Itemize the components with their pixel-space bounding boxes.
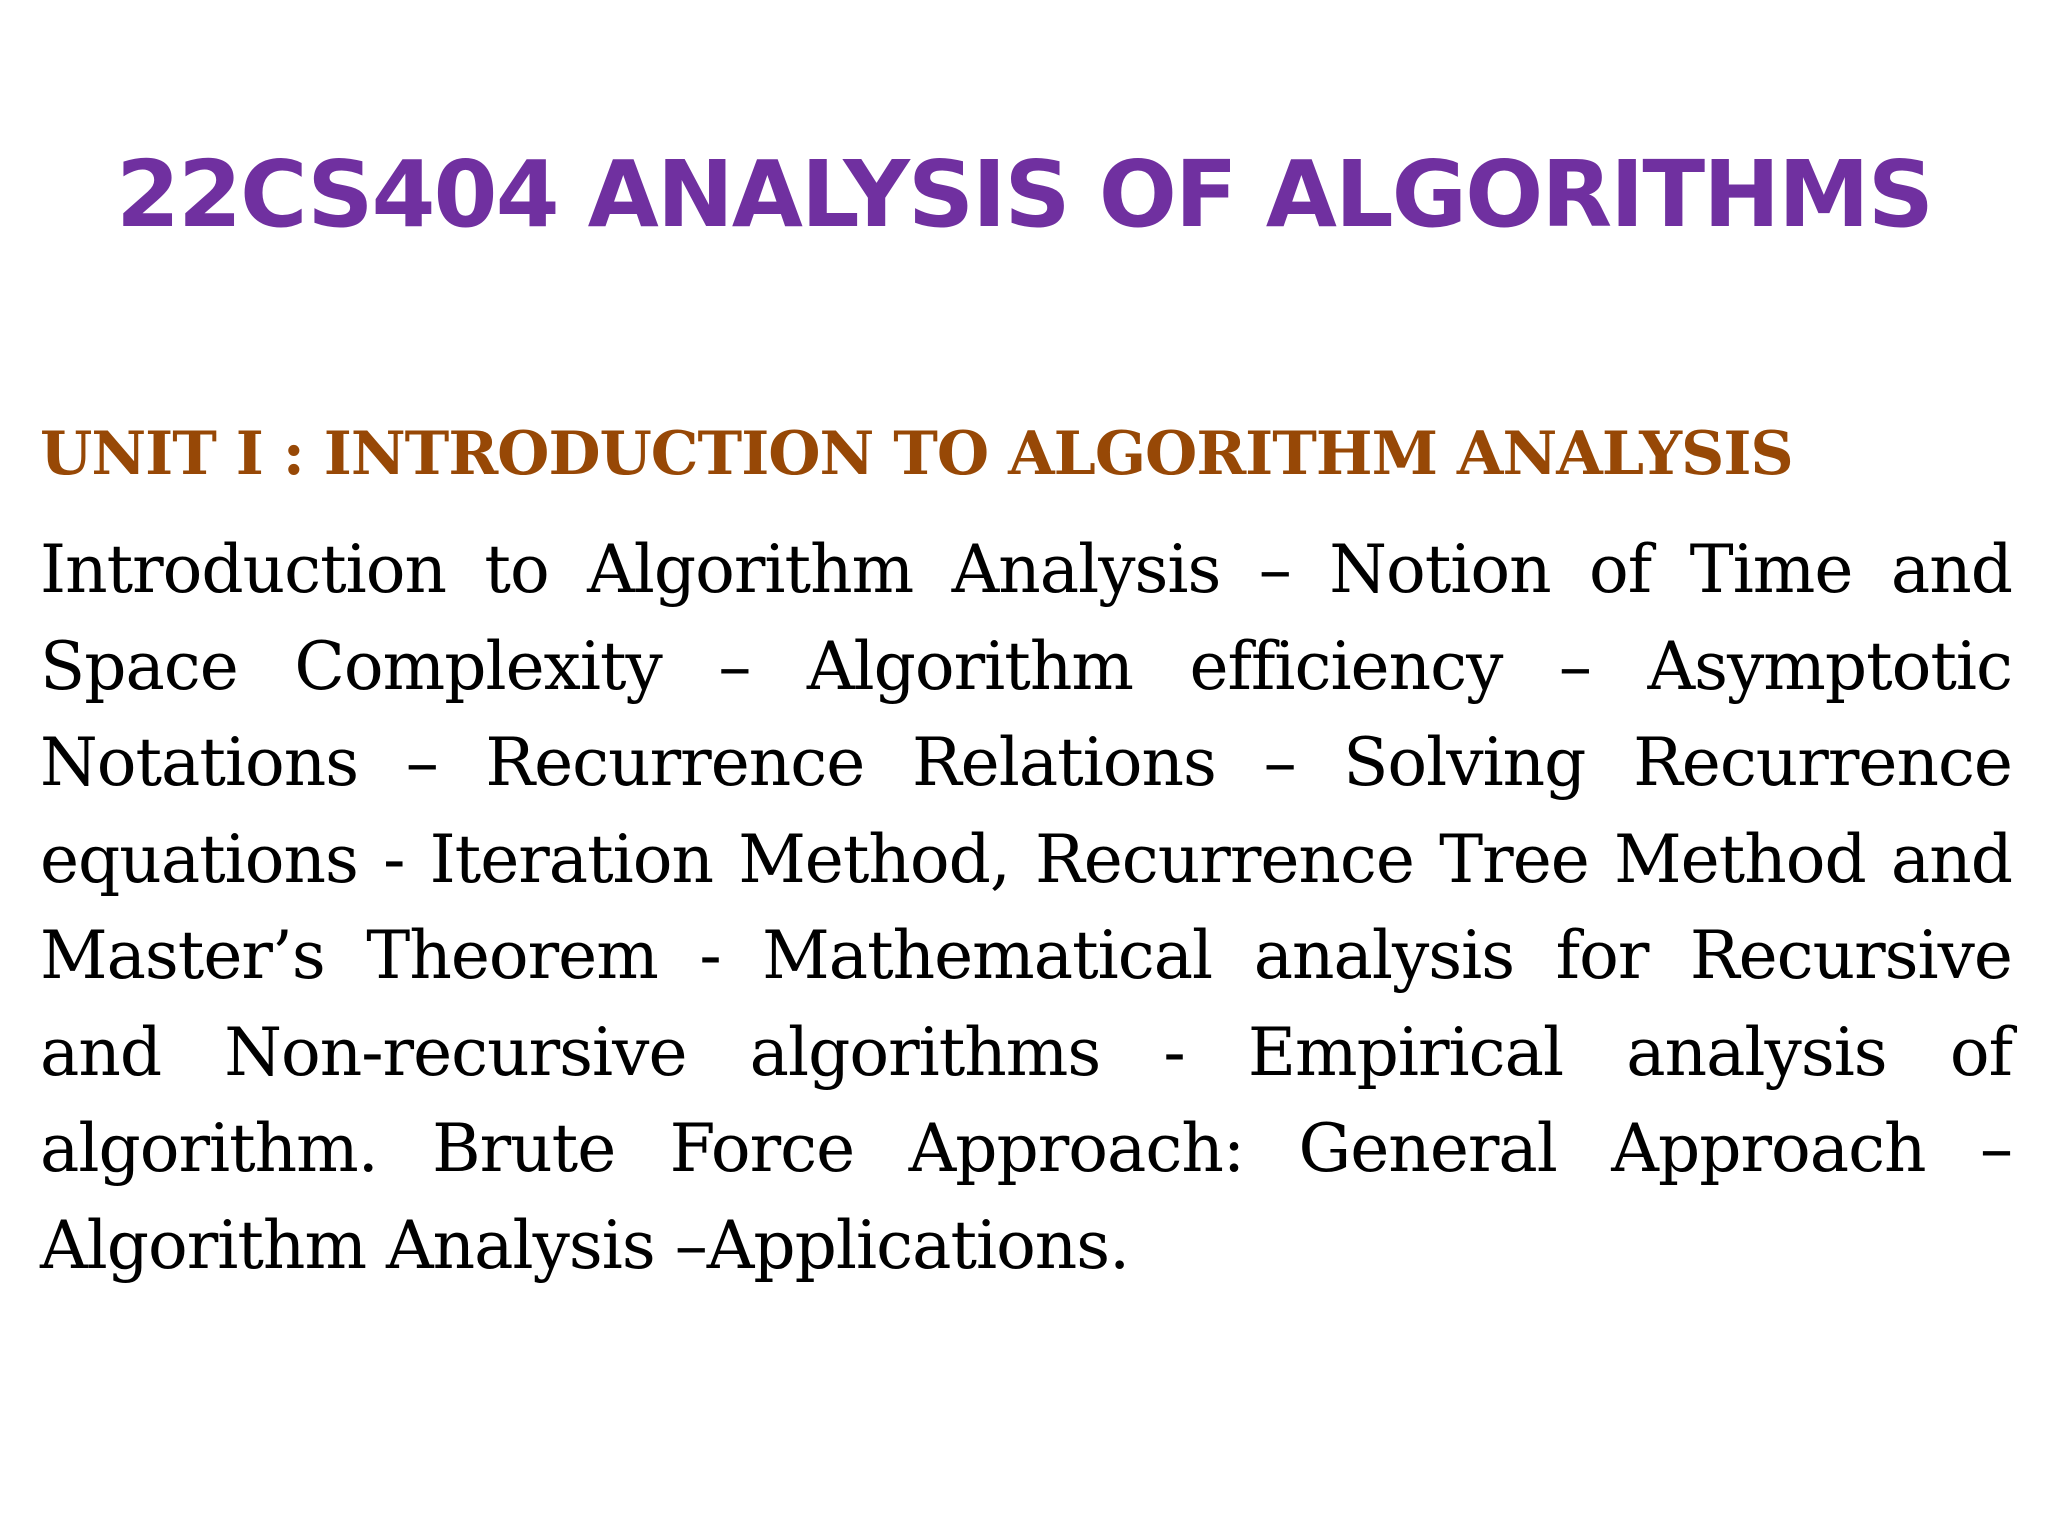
course-title: 22CS404 ANALYSIS OF ALGORITHMS <box>116 141 1932 248</box>
syllabus-paragraph: Introduction to Algorithm Analysis – Notion of Time and Space Complexity – Algorithm efficiency – Asymptotic Notations – Recurrence Relations – Solving Recurrence equations - Iteration Method, Recurrence Tree Method and Master’s Theorem - Mathematical analysis for Recursive and Non-recursive algorithms - Empirical analysis of algorithm. Brute Force Approach: General Approach – Algorithm Analysis –Applications. <box>40 531 2012 1284</box>
unit-heading: UNIT I : INTRODUCTION TO ALGORITHM ANALYSIS <box>40 419 1793 489</box>
